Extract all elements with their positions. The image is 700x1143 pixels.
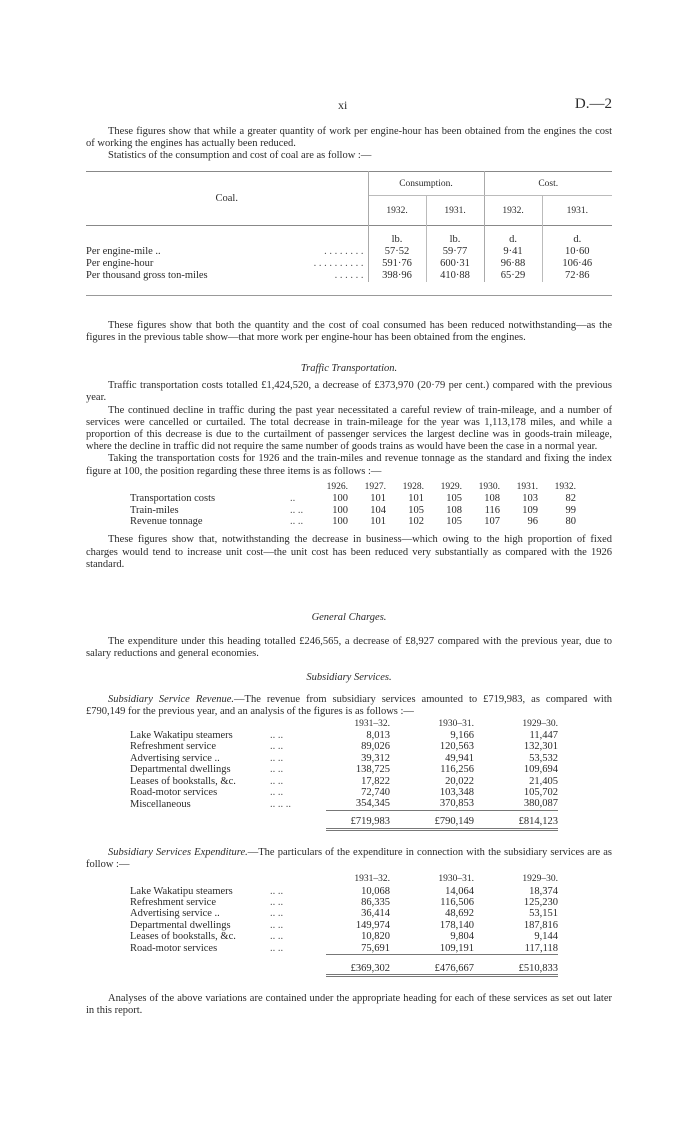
row-label: Lake Wakatipu steamers: [130, 885, 233, 897]
table-cell: 96·88: [484, 258, 542, 270]
table-row: [130, 776, 558, 787]
table-cell: 9,804: [450, 931, 474, 943]
body-paragraph: —The particulars of the expenditure in connection with the subsidiary services are as follow :—: [86, 846, 613, 870]
revenue-table: [130, 719, 558, 831]
table-cell: 20,022: [445, 775, 474, 787]
table-cell: 410·88: [426, 270, 484, 282]
leader-dots: .. ..: [270, 896, 284, 908]
total-cell: £369,302: [326, 963, 390, 976]
table-cell: 116,506: [440, 896, 474, 908]
body-paragraph: The expenditure under this heading totalled £246,565, a decrease of £8,927 compared with the previous year, due to salary reductions and general economies.: [86, 636, 612, 660]
table-row: [130, 516, 576, 527]
body-paragraph: These figures show that, notwithstanding the decrease in business—which owing to the high proportion of fixed charges would tend to increase unit cost—the unit cost has been reduced very substantially as compared with the 1926 standard.: [86, 534, 612, 570]
page-number: xi: [338, 98, 348, 112]
table-cell: 101: [408, 493, 424, 505]
row-label: Departmental dwellings: [130, 764, 231, 776]
table-cell: 107: [484, 516, 500, 528]
unit-label: lb.: [426, 226, 484, 246]
year-header: 1932.: [368, 196, 426, 226]
leader-dots: .. ..: [270, 775, 284, 787]
body-paragraph: The continued decline in traffic during the past year necessitated a careful review of train-mileage, and a number of services were cancelled or curtailed. The total decrease in train-mileage for the year was 1,113,178 miles, and while a proportion of this decrease is due to the curtailment of passenger services the largest decline was in goods-train mileage, where the decline in traffic did not require the same number of goods trains as would have been the case in a normal year.: [86, 404, 612, 453]
row-label: Refreshment service: [130, 896, 217, 908]
table-row: [130, 505, 576, 516]
total-cell: £476,667: [390, 963, 474, 976]
table-cell: 48,692: [445, 908, 474, 920]
row-label: Per engine-hour: [86, 257, 154, 269]
leader-dots: ..: [290, 493, 296, 505]
table-row: [130, 798, 558, 810]
table-cell: 100: [332, 493, 348, 505]
total-cell: £510,833: [474, 963, 558, 976]
year-header: 1931.: [566, 205, 588, 216]
table-cell: 600·31: [426, 258, 484, 270]
expenditure-table: [130, 874, 558, 977]
table-cell: 10,820: [361, 931, 390, 943]
body-paragraph: Traffic transportation costs totalled £1,424,520, a decrease of £373,970 (20·79 per cent.) compared with the previous year.: [86, 380, 612, 404]
subsidiary-section: [86, 672, 612, 1017]
table-cell: 101: [370, 516, 386, 528]
table-cell: 125,230: [523, 896, 558, 908]
table-cell: 105,702: [523, 787, 558, 799]
document-reference: D.—2: [574, 96, 612, 112]
section-heading: Traffic Transportation.: [300, 363, 398, 374]
table-cell: 9·41: [484, 246, 542, 258]
table-cell: 109: [522, 504, 538, 516]
leader-dots: .. ..: [270, 942, 284, 954]
leader-dots: .. ..: [270, 787, 284, 799]
table-cell: 18,374: [529, 885, 558, 897]
year-header: 1927.: [364, 481, 386, 492]
row-label: Revenue tonnage: [130, 516, 203, 528]
year-header: 1929–30.: [522, 718, 558, 729]
leader-dots: .. ..: [270, 931, 284, 943]
table-row: [130, 493, 576, 504]
total-cell: £790,149: [390, 816, 474, 829]
leader-dots: .. ..: [270, 908, 284, 920]
row-label: Refreshment service: [130, 741, 217, 753]
table-cell: 80: [565, 516, 576, 528]
row-label: Road-motor services: [130, 942, 218, 954]
table-cell: 108: [484, 493, 500, 505]
total-cell: £814,123: [474, 816, 558, 829]
leader-dots: .. .. ..: [270, 798, 291, 810]
table-cell: 10·60: [565, 245, 590, 257]
cost-header: Cost.: [484, 172, 612, 196]
year-header: 1926.: [326, 481, 348, 492]
leader-dots: . . . . . .: [334, 269, 364, 281]
table-cell: 105: [446, 493, 462, 505]
table-row: [130, 764, 558, 775]
table-row: [130, 920, 558, 931]
table-cell: 53,151: [529, 908, 558, 920]
row-label: Leases of bookstalls, &c.: [130, 775, 236, 787]
table-row: [130, 943, 558, 955]
section-heading: Subsidiary Services.: [306, 672, 392, 683]
consumption-header: Consumption.: [368, 172, 484, 196]
table-cell: 120,563: [439, 741, 474, 753]
body-paragraph: —The revenue from subsidiary services amounted to £719,983, as compared with £790,149 for the previous year, and an analysis of the figures is as follows :—: [86, 694, 612, 718]
table-cell: 100: [332, 516, 348, 528]
unit-label: d.: [542, 226, 612, 246]
leader-dots: .. ..: [270, 752, 284, 764]
table-row: [130, 753, 558, 764]
table-cell: 132,301: [523, 741, 558, 753]
table-cell: 8,013: [366, 730, 390, 742]
leader-dots: .. ..: [290, 516, 304, 528]
index-table: [130, 482, 576, 528]
year-header: 1931–32.: [354, 718, 390, 729]
row-label: Lake Wakatipu steamers: [130, 730, 233, 742]
table-cell: 99: [565, 504, 576, 516]
row-label: Transportation costs: [130, 493, 216, 505]
table-cell: 149,974: [355, 919, 390, 931]
table-row: [130, 741, 558, 752]
intro-paragraph: Statistics of the consumption and cost of coal are as follow :—: [108, 150, 372, 162]
body-paragraph: These figures show that both the quantity and the cost of coal consumed has been reduced notwithstanding—as the figures in the previous table show—that more work per engine-hour has been obtained from the engines.: [86, 320, 612, 344]
row-label: Miscellaneous: [130, 798, 191, 810]
table-row: [130, 908, 558, 919]
year-header: 1930.: [478, 481, 500, 492]
table-cell: 36,414: [361, 908, 390, 920]
row-label: Per engine-mile ..: [86, 245, 161, 257]
leader-dots: .. ..: [270, 764, 284, 776]
totals-row: [130, 816, 558, 829]
table-cell: 591·76: [368, 258, 426, 270]
table-cell: 100: [332, 504, 348, 516]
unit-label: lb.: [368, 226, 426, 246]
traffic-section: [86, 363, 612, 571]
year-header: 1929.: [440, 481, 462, 492]
year-header: 1928.: [402, 481, 424, 492]
table-row: [86, 270, 612, 282]
table-cell: 104: [370, 504, 386, 516]
coal-table: [86, 171, 612, 296]
subheading: Subsidiary Services Expenditure.: [108, 846, 248, 858]
leader-dots: . . . . . . . .: [324, 245, 364, 257]
year-header: 1931.: [516, 481, 538, 492]
table-cell: 102: [408, 516, 424, 528]
totals-row: [130, 963, 558, 976]
leader-dots: . . . . . . . . . .: [313, 257, 364, 269]
section-heading: General Charges.: [311, 612, 387, 623]
table-cell: 109,191: [439, 942, 474, 954]
table-cell: 380,087: [523, 798, 558, 810]
table-cell: 75,691: [361, 942, 390, 954]
table-cell: 72·86: [565, 269, 590, 281]
row-label: Advertising service ..: [130, 908, 220, 920]
leader-dots: .. ..: [270, 730, 284, 742]
table-cell: 101: [370, 493, 386, 505]
subheading: Subsidiary Service Revenue.: [108, 694, 235, 706]
table-cell: 39,312: [361, 752, 390, 764]
leader-dots: .. ..: [270, 919, 284, 931]
table-cell: 370,853: [439, 798, 474, 810]
table-cell: 17,822: [361, 775, 390, 787]
table-cell: 57·52: [368, 246, 426, 258]
table-cell: 9,144: [534, 931, 558, 943]
table-cell: 354,345: [355, 798, 390, 810]
table-cell: 9,166: [450, 730, 474, 742]
year-header: 1930–31.: [438, 718, 474, 729]
closing-paragraph: Analyses of the above variations are contained under the appropriate heading for each of these services as set out later in this report.: [86, 992, 612, 1017]
table-cell: 21,405: [529, 775, 558, 787]
table-cell: 65·29: [484, 270, 542, 282]
table-cell: 14,064: [445, 885, 474, 897]
year-header: 1932.: [554, 481, 576, 492]
table-cell: 116,256: [440, 764, 474, 776]
year-header: 1930–31.: [438, 874, 474, 885]
table-cell: 109,694: [523, 764, 558, 776]
row-label: Road-motor services: [130, 787, 218, 799]
table-cell: 398·96: [368, 270, 426, 282]
table-row: [130, 897, 558, 908]
body-paragraph: Taking the transportation costs for 1926 and the train-miles and revenue tonnage as the standard and fixing the index figure at 100, the position regarding these three items is as follows :—: [86, 453, 612, 477]
table-cell: 11,447: [529, 730, 558, 742]
row-label: Per thousand gross ton-miles: [86, 269, 208, 281]
table-cell: 96: [527, 516, 538, 528]
intro-section: [86, 126, 612, 163]
table-cell: 138,725: [355, 764, 390, 776]
leader-dots: .. ..: [270, 885, 284, 897]
page-header: [86, 98, 612, 118]
table-row: [86, 246, 612, 258]
table-cell: 103: [522, 493, 538, 505]
table-cell: 72,740: [361, 787, 390, 799]
table-cell: 178,140: [439, 919, 474, 931]
leader-dots: .. ..: [270, 741, 284, 753]
table-row: [130, 787, 558, 798]
table-cell: 117,118: [524, 942, 558, 954]
year-header: 1931.: [426, 196, 484, 226]
coal-row-head: Coal.: [86, 172, 368, 226]
row-label: Departmental dwellings: [130, 919, 231, 931]
table-cell: 106·46: [562, 257, 593, 269]
year-header: 1931–32.: [354, 874, 390, 885]
table-cell: 187,816: [523, 919, 558, 931]
table-cell: 82: [565, 493, 576, 505]
table-cell: 89,026: [361, 741, 390, 753]
unit-label: d.: [484, 226, 542, 246]
year-header: 1929–30.: [522, 874, 558, 885]
row-label: Train-miles: [130, 504, 179, 516]
row-label: Advertising service ..: [130, 752, 220, 764]
table-cell: 49,941: [445, 752, 474, 764]
year-header: 1932.: [484, 196, 542, 226]
total-cell: £719,983: [326, 816, 390, 829]
table-cell: 10,068: [361, 885, 390, 897]
table-row: [86, 258, 612, 270]
coal-note-section: [86, 320, 612, 344]
table-row: [130, 730, 558, 741]
table-cell: 103,348: [439, 787, 474, 799]
leader-dots: .. ..: [290, 504, 304, 516]
table-cell: 108: [446, 504, 462, 516]
intro-paragraph: These figures show that while a greater quantity of work per engine-hour has been obtained from the engines the cost of working the engines has actually been reduced.: [86, 126, 612, 150]
table-row: [130, 931, 558, 942]
table-row: [130, 886, 558, 897]
table-cell: 105: [408, 504, 424, 516]
table-cell: 105: [446, 516, 462, 528]
table-cell: 59·77: [426, 246, 484, 258]
table-cell: 86,335: [361, 896, 390, 908]
row-label: Leases of bookstalls, &c.: [130, 931, 236, 943]
general-charges-section: [86, 612, 612, 661]
table-cell: 116: [484, 504, 500, 516]
table-cell: 53,532: [529, 752, 558, 764]
